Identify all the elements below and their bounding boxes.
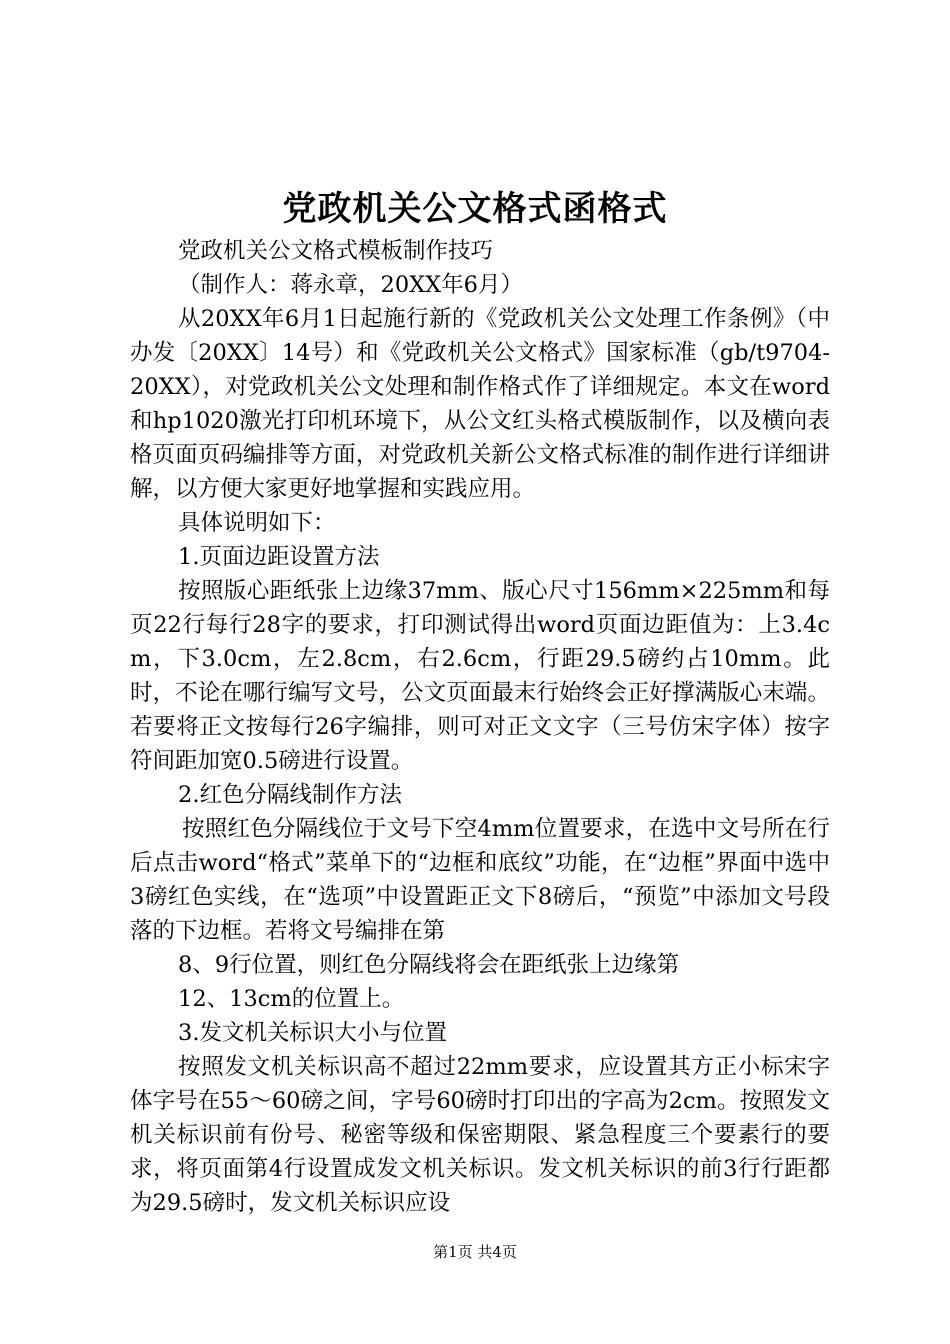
section-heading-margins: 1.页面边距设置方法 <box>178 544 380 570</box>
paragraph-issuer-mark: 按照发文机关标识高不超过22mm要求，应设置其方正小标宋字体字号在55～60磅之间，字号60磅时打印出的字高为2cm。按照发文机关标识前有份号、秘密等级和保密期限、紧急程度三个要素行的要求，将页面第4行设置成发文机关标识。发文机关标识的前3行行距都为29.5磅时，发文机关标识应设 <box>130 1054 830 1216</box>
paragraph-red-line: 按照红色分隔线位于文号下空4mm位置要求，在选中文号所在行后点击word“格式”菜单下的“边框和底纹”功能，在“边框”界面中选中3磅红色实线，在“选项”中设置距正文下8磅后，“预览”中添加文号段落的下边框。若将文号编排在第 <box>130 816 830 944</box>
page-footer: 第1页 共4页 <box>433 1243 517 1261</box>
paragraph-margins: 按照版心距纸张上边缘37mm、版心尺寸156mm×225mm和每页22行每行28字的要求，打印测试得出word页面边距值为：上3.4cm，下3.0cm，左2.8cm，右2.6cm，行距29.5磅约占10mm。此时，不论在哪行编写文号，公文页面最末行始终会正好撑满版心末端。若要将正文按每行26字编排，则可对正文文字（三号仿宋字体）按字符间距加宽0.5磅进行设置。 <box>130 578 830 774</box>
paragraph-red-line-cm: 12、13cm的位置上。 <box>178 986 405 1012</box>
document-title: 党政机关公文格式函格式 <box>282 189 668 229</box>
section-heading-red-line: 2.红色分隔线制作方法 <box>178 782 402 808</box>
paragraph-details-heading: 具体说明如下： <box>178 510 336 536</box>
paragraph-subtitle: 党政机关公文格式模板制作技巧 <box>178 238 494 264</box>
section-heading-issuer-mark: 3.发文机关标识大小与位置 <box>178 1020 447 1046</box>
document-body <box>130 234 830 1220</box>
paragraph-intro: 从20XX年6月1日起施行新的《党政机关公文处理工作条例》（中办发〔20XX〕14号）和《党政机关公文格式》国家标准（gb/t9704-20XX），对党政机关公文处理和制作格式作了详细规定。本文在word和hp1020激光打印机环境下，从公文红头格式模版制作，以及横向表格页面页码编排等方面，对党政机关新公文格式标准的制作进行详细讲解，以方便大家更好地掌握和实践应用。 <box>130 306 830 502</box>
paragraph-red-line-position: 8、9行位置，则红色分隔线将会在距纸张上边缘第 <box>178 952 680 978</box>
paragraph-author: （制作人：蒋永章，20XX年6月） <box>178 272 523 298</box>
